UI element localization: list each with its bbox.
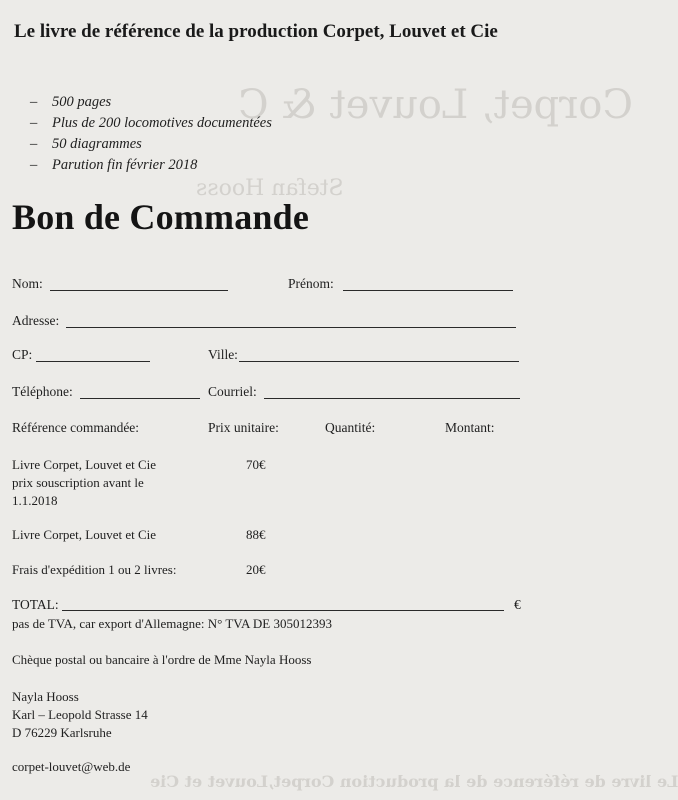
row-label-line: 1.1.2018 [12, 493, 58, 508]
feature-list [30, 92, 272, 176]
nom-label: Nom: [12, 276, 43, 291]
row-label-line: prix souscription avant le [12, 475, 144, 490]
total-currency: € [514, 597, 521, 612]
feature-item: – Plus de 200 locomotives documentées [30, 113, 272, 134]
address-line: Karl – Leopold Strasse 14 [12, 707, 148, 722]
cp-label: CP: [12, 347, 33, 362]
telephone-label: Téléphone: [12, 384, 73, 399]
table-row [12, 456, 156, 510]
row-price: 70€ [246, 457, 266, 472]
prenom-field[interactable] [343, 290, 513, 291]
feature-item: – Parution fin février 2018 [30, 155, 272, 176]
total-field[interactable] [62, 610, 504, 611]
ville-label: Ville: [208, 347, 238, 362]
payment-note: Chèque postal ou bancaire à l'ordre de Mme Nayla Hooss [12, 652, 312, 667]
form-title: Bon de Commande [12, 197, 310, 237]
address-line: Nayla Hooss [12, 689, 79, 704]
adresse-label: Adresse: [12, 313, 60, 328]
courriel-field[interactable] [264, 398, 520, 399]
row-label-line: Frais d'expédition 1 ou 2 livres: [12, 562, 177, 577]
table-row [12, 561, 176, 579]
table-row [12, 526, 156, 544]
row-label-line: Livre Corpet, Louvet et Cie [12, 457, 157, 472]
telephone-field[interactable] [80, 398, 200, 399]
col-header-reference: Référence commandée: [12, 420, 140, 435]
address-line: D 76229 Karlsruhe [12, 725, 112, 740]
prenom-label: Prénom: [288, 276, 334, 291]
tva-note: pas de TVA, car export d'Allemagne: N° TVA DE 305012393 [12, 616, 332, 631]
feature-item: – 50 diagrammes [30, 134, 272, 155]
courriel-label: Courriel: [208, 384, 257, 399]
col-header-montant: Montant: [445, 420, 495, 435]
row-price: 20€ [246, 562, 266, 577]
col-header-quantite: Quantité: [325, 420, 376, 435]
adresse-field[interactable] [66, 327, 516, 328]
email-address: corpet-louvet@web.de [12, 759, 131, 774]
row-price: 88€ [246, 527, 266, 542]
col-header-prix: Prix unitaire: [208, 420, 279, 435]
cp-field[interactable] [36, 361, 150, 362]
ville-field[interactable] [239, 361, 519, 362]
row-label-line: Livre Corpet, Louvet et Cie [12, 527, 157, 542]
headline: Le livre de référence de la production Corpet, Louvet et Cie [14, 21, 498, 42]
total-label: TOTAL: [12, 597, 59, 612]
feature-item: – 500 pages [30, 92, 272, 113]
postal-address [12, 688, 148, 742]
nom-field[interactable] [50, 290, 228, 291]
ghost-title-text: Corpet, Louvet & C [238, 82, 633, 128]
ghost-bottom-text: Le livre de référence de la production Corpet,Louvet et Cie [150, 772, 678, 791]
ghost-author-text: Stefan Hooss [196, 176, 344, 201]
